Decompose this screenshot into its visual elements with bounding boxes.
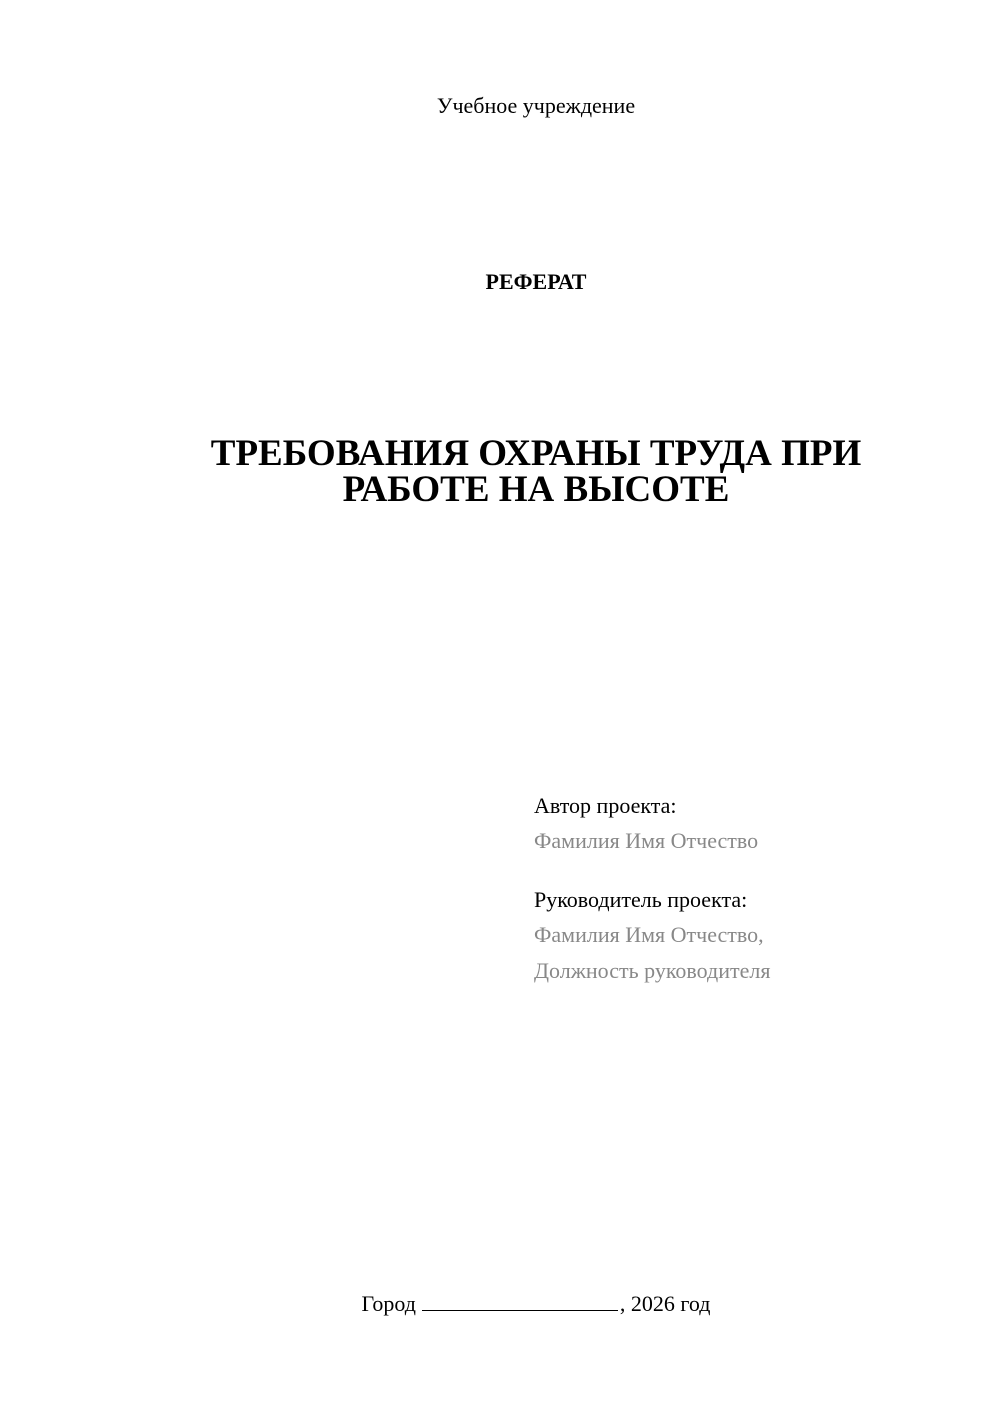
document-type: РЕФЕРАТ bbox=[485, 269, 587, 294]
project-info-block bbox=[534, 789, 974, 989]
document-title bbox=[140, 433, 932, 510]
author-name: Фамилия Имя Отчество bbox=[534, 828, 759, 853]
year-text: , 2026 год bbox=[619, 1291, 711, 1316]
document-title-line-1: ТРЕБОВАНИЯ ОХРАНЫ ТРУДА ПРИ bbox=[210, 433, 862, 474]
city-blank-line bbox=[422, 1290, 618, 1311]
city-year-line bbox=[0, 1290, 1000, 1318]
supervisor-position: Должность руководителя bbox=[534, 958, 771, 983]
supervisor-label: Руководитель проекта: bbox=[534, 887, 748, 912]
author-label: Автор проекта: bbox=[534, 793, 677, 818]
institution-name: Учебное учреждение bbox=[436, 93, 636, 118]
supervisor-name: Фамилия Имя Отчество, bbox=[534, 922, 764, 947]
document-title-line-2: РАБОТЕ НА ВЫСОТЕ bbox=[342, 469, 730, 510]
city-label: Город bbox=[361, 1291, 416, 1316]
